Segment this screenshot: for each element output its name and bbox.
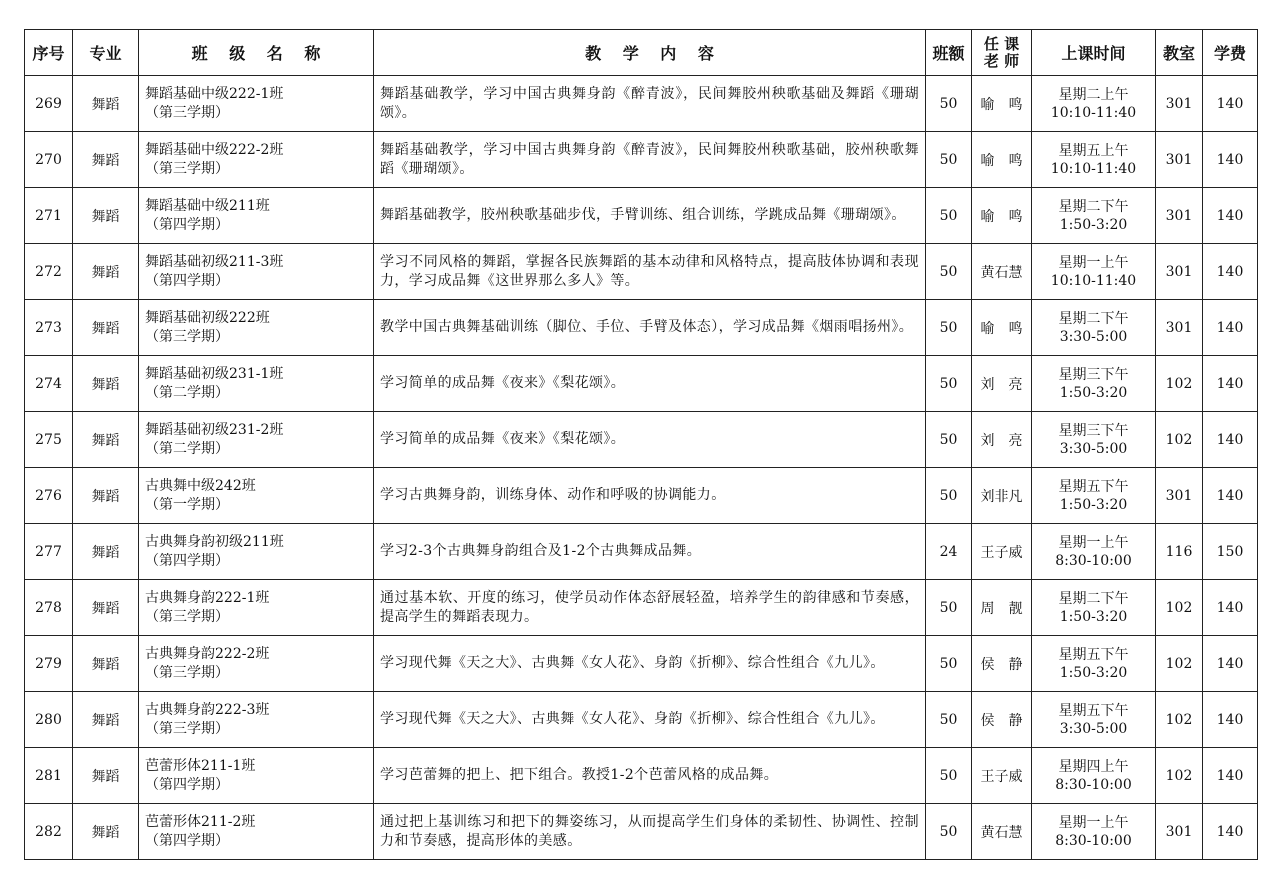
header-teacher-line2: 老 师 (983, 51, 1020, 70)
row-room: 301 (1156, 188, 1203, 244)
row-content: 舞蹈基础教学，胶州秧歌基础步伐，手臂训练、组合训练，学跳成品舞《珊瑚颂》。 (374, 188, 926, 244)
row-time-day: 星期二上午 (1058, 86, 1129, 103)
row-major: 舞蹈 (73, 188, 139, 244)
row-class-title: 舞蹈基础中级211班 (145, 197, 270, 214)
row-time-day: 星期二下午 (1058, 310, 1129, 327)
row-content: 学习2-3个古典舞身韵组合及1-2个古典舞成品舞。 (374, 524, 926, 580)
row-class-name (139, 76, 374, 132)
row-class-name (139, 356, 374, 412)
row-seq: 281 (25, 748, 73, 804)
header-quota: 班额 (926, 30, 972, 76)
row-seq: 269 (25, 76, 73, 132)
row-class-term: （第三学期） (145, 160, 229, 177)
row-quota: 50 (926, 76, 972, 132)
row-class-title: 舞蹈基础初级231-2班 (145, 421, 284, 438)
row-room: 301 (1156, 804, 1203, 860)
row-class-term: （第三学期） (145, 608, 229, 625)
header-teacher (972, 30, 1032, 76)
row-room: 116 (1156, 524, 1203, 580)
row-fee: 140 (1203, 748, 1258, 804)
row-time-hours: 8:30-10:00 (1055, 776, 1132, 793)
row-quota: 50 (926, 300, 972, 356)
row-room: 102 (1156, 580, 1203, 636)
row-time-day: 星期一上午 (1058, 534, 1129, 551)
row-time (1032, 188, 1156, 244)
row-teacher: 黄石慧 (972, 804, 1032, 860)
table-row (25, 412, 1258, 468)
row-room: 102 (1156, 356, 1203, 412)
header-content-text: 教 学 内 容 (585, 44, 722, 63)
row-major: 舞蹈 (73, 412, 139, 468)
row-class-name (139, 692, 374, 748)
row-quota: 50 (926, 356, 972, 412)
row-teacher: 刘 亮 (972, 356, 1032, 412)
row-fee: 140 (1203, 300, 1258, 356)
row-class-title: 古典舞身韵222-1班 (145, 589, 270, 606)
row-class-term: （第三学期） (145, 664, 229, 681)
row-class-term: （第二学期） (145, 440, 229, 457)
row-major: 舞蹈 (73, 244, 139, 300)
row-class-term: （第三学期） (145, 104, 229, 121)
header-class-name (139, 30, 374, 76)
row-fee: 140 (1203, 356, 1258, 412)
row-quota: 50 (926, 580, 972, 636)
row-time-hours: 10:10-11:40 (1050, 160, 1137, 177)
row-teacher: 喻 鸣 (972, 300, 1032, 356)
row-time (1032, 636, 1156, 692)
row-fee: 140 (1203, 580, 1258, 636)
row-quota: 50 (926, 748, 972, 804)
row-fee: 140 (1203, 636, 1258, 692)
row-seq: 274 (25, 356, 73, 412)
row-content: 学习不同风格的舞蹈，掌握各民族舞蹈的基本动律和风格特点，提高肢体协调和表现力，学习成品舞《这世界那么多人》等。 (374, 244, 926, 300)
row-major: 舞蹈 (73, 76, 139, 132)
row-room: 301 (1156, 300, 1203, 356)
row-teacher: 喻 鸣 (972, 132, 1032, 188)
row-class-title: 舞蹈基础初级222班 (145, 309, 270, 326)
row-quota: 50 (926, 692, 972, 748)
row-class-title: 舞蹈基础初级231-1班 (145, 365, 284, 382)
row-class-name (139, 748, 374, 804)
row-room: 102 (1156, 748, 1203, 804)
row-seq: 273 (25, 300, 73, 356)
row-class-name (139, 804, 374, 860)
row-fee: 140 (1203, 692, 1258, 748)
row-fee: 140 (1203, 804, 1258, 860)
row-time-day: 星期五上午 (1058, 142, 1129, 159)
row-room: 301 (1156, 132, 1203, 188)
table-row (25, 356, 1258, 412)
row-time (1032, 692, 1156, 748)
row-class-name (139, 412, 374, 468)
row-content: 舞蹈基础教学，学习中国古典舞身韵《醉青波》，民间舞胶州秧歌基础，胶州秧歌舞蹈《珊瑚颂》。 (374, 132, 926, 188)
row-seq: 276 (25, 468, 73, 524)
row-fee: 140 (1203, 412, 1258, 468)
row-major: 舞蹈 (73, 356, 139, 412)
row-room: 102 (1156, 692, 1203, 748)
row-content: 学习古典舞身韵，训练身体、动作和呼吸的协调能力。 (374, 468, 926, 524)
row-content: 通过基本软、开度的练习，使学员动作体态舒展轻盈，培养学生的韵律感和节奏感，提高学生的舞蹈表现力。 (374, 580, 926, 636)
table-row (25, 76, 1258, 132)
table-row (25, 524, 1258, 580)
row-class-term: （第四学期） (145, 272, 229, 289)
row-teacher: 喻 鸣 (972, 188, 1032, 244)
table-row (25, 636, 1258, 692)
row-content: 学习现代舞《天之大》、古典舞《女人花》、身韵《折柳》、综合性组合《九儿》。 (374, 692, 926, 748)
row-time (1032, 412, 1156, 468)
row-major: 舞蹈 (73, 132, 139, 188)
row-time-hours: 1:50-3:20 (1059, 496, 1128, 513)
course-schedule-table (24, 29, 1258, 860)
row-class-title: 舞蹈基础中级222-1班 (145, 85, 284, 102)
row-quota: 50 (926, 804, 972, 860)
row-major: 舞蹈 (73, 524, 139, 580)
row-class-name (139, 132, 374, 188)
row-class-title: 舞蹈基础初级211-3班 (145, 253, 284, 270)
row-time (1032, 300, 1156, 356)
row-class-name (139, 244, 374, 300)
row-fee: 140 (1203, 244, 1258, 300)
table-row (25, 692, 1258, 748)
row-time (1032, 244, 1156, 300)
row-fee: 140 (1203, 468, 1258, 524)
row-seq: 271 (25, 188, 73, 244)
row-class-title: 古典舞身韵222-2班 (145, 645, 270, 662)
row-seq: 279 (25, 636, 73, 692)
row-room: 301 (1156, 76, 1203, 132)
row-class-name (139, 188, 374, 244)
row-time-day: 星期四上午 (1058, 758, 1129, 775)
row-quota: 50 (926, 468, 972, 524)
row-time-day: 星期三下午 (1058, 422, 1129, 439)
header-content (374, 30, 926, 76)
row-class-term: （第一学期） (145, 496, 229, 513)
row-time-day: 星期五下午 (1058, 478, 1129, 495)
row-class-term: （第四学期） (145, 552, 229, 569)
header-teacher-line1: 任 课 (983, 34, 1020, 53)
row-class-title: 古典舞身韵初级211班 (145, 533, 284, 550)
row-time (1032, 468, 1156, 524)
row-class-name (139, 468, 374, 524)
row-room: 102 (1156, 412, 1203, 468)
row-quota: 50 (926, 188, 972, 244)
row-major: 舞蹈 (73, 300, 139, 356)
table-body (25, 76, 1258, 860)
table-row (25, 188, 1258, 244)
table-row (25, 300, 1258, 356)
row-quota: 50 (926, 244, 972, 300)
row-time-hours: 10:10-11:40 (1050, 104, 1137, 121)
row-content: 教学中国古典舞基础训练（脚位、手位、手臂及体态），学习成品舞《烟雨唱扬州》。 (374, 300, 926, 356)
row-content: 舞蹈基础教学，学习中国古典舞身韵《醉青波》，民间舞胶州秧歌基础及舞蹈《珊瑚颂》。 (374, 76, 926, 132)
row-quota: 24 (926, 524, 972, 580)
row-class-term: （第三学期） (145, 720, 229, 737)
header-room: 教室 (1156, 30, 1203, 76)
table-row (25, 804, 1258, 860)
row-time-day: 星期二下午 (1058, 590, 1129, 607)
row-time-hours: 3:30-5:00 (1059, 440, 1128, 457)
row-time-hours: 1:50-3:20 (1059, 216, 1128, 233)
row-teacher: 王子威 (972, 524, 1032, 580)
row-seq: 280 (25, 692, 73, 748)
row-room: 301 (1156, 244, 1203, 300)
header-major: 专业 (73, 30, 139, 76)
row-major: 舞蹈 (73, 636, 139, 692)
row-class-name (139, 524, 374, 580)
row-time-hours: 3:30-5:00 (1059, 720, 1128, 737)
row-class-term: （第四学期） (145, 776, 229, 793)
table-row (25, 244, 1258, 300)
row-fee: 150 (1203, 524, 1258, 580)
header-row (25, 30, 1258, 76)
row-class-name (139, 580, 374, 636)
row-class-term: （第四学期） (145, 216, 229, 233)
row-quota: 50 (926, 636, 972, 692)
row-major: 舞蹈 (73, 748, 139, 804)
row-teacher: 周 靓 (972, 580, 1032, 636)
row-time-day: 星期一上午 (1058, 814, 1129, 831)
row-content: 学习简单的成品舞《夜来》《梨花颂》。 (374, 356, 926, 412)
row-time-day: 星期二下午 (1058, 198, 1129, 215)
row-class-title: 芭蕾形体211-2班 (145, 813, 256, 830)
row-content: 通过把上基训练习和把下的舞姿练习，从而提高学生们身体的柔韧性、协调性、控制力和节奏感，提高形体的美感。 (374, 804, 926, 860)
row-room: 102 (1156, 636, 1203, 692)
row-fee: 140 (1203, 76, 1258, 132)
row-major: 舞蹈 (73, 692, 139, 748)
row-time (1032, 356, 1156, 412)
row-fee: 140 (1203, 132, 1258, 188)
row-class-title: 古典舞身韵222-3班 (145, 701, 270, 718)
header-time: 上课时间 (1032, 30, 1156, 76)
row-class-name (139, 636, 374, 692)
row-teacher: 喻 鸣 (972, 76, 1032, 132)
table-row (25, 132, 1258, 188)
row-major: 舞蹈 (73, 468, 139, 524)
table-row (25, 748, 1258, 804)
row-teacher: 刘非凡 (972, 468, 1032, 524)
row-time-hours: 3:30-5:00 (1059, 328, 1128, 345)
row-teacher: 王子威 (972, 748, 1032, 804)
row-content: 学习芭蕾舞的把上、把下组合。教授1-2个芭蕾风格的成品舞。 (374, 748, 926, 804)
row-teacher: 刘 亮 (972, 412, 1032, 468)
row-seq: 275 (25, 412, 73, 468)
row-quota: 50 (926, 412, 972, 468)
row-seq: 270 (25, 132, 73, 188)
header-seq: 序号 (25, 30, 73, 76)
row-time-day: 星期五下午 (1058, 646, 1129, 663)
row-time (1032, 804, 1156, 860)
row-time-day: 星期三下午 (1058, 366, 1129, 383)
row-time (1032, 580, 1156, 636)
row-time-hours: 1:50-3:20 (1059, 608, 1128, 625)
row-time-hours: 8:30-10:00 (1055, 832, 1132, 849)
row-seq: 272 (25, 244, 73, 300)
row-content: 学习现代舞《天之大》、古典舞《女人花》、身韵《折柳》、综合性组合《九儿》。 (374, 636, 926, 692)
row-class-term: （第四学期） (145, 832, 229, 849)
row-fee: 140 (1203, 188, 1258, 244)
row-class-title: 古典舞中级242班 (145, 477, 256, 494)
row-quota: 50 (926, 132, 972, 188)
row-major: 舞蹈 (73, 804, 139, 860)
row-class-title: 芭蕾形体211-1班 (145, 757, 256, 774)
row-seq: 278 (25, 580, 73, 636)
row-time (1032, 76, 1156, 132)
row-class-title: 舞蹈基础中级222-2班 (145, 141, 284, 158)
row-seq: 277 (25, 524, 73, 580)
header-fee: 学费 (1203, 30, 1258, 76)
row-teacher: 侯 静 (972, 692, 1032, 748)
row-time-hours: 8:30-10:00 (1055, 552, 1132, 569)
row-time-day: 星期五下午 (1058, 702, 1129, 719)
row-content: 学习简单的成品舞《夜来》《梨花颂》。 (374, 412, 926, 468)
row-time (1032, 748, 1156, 804)
row-seq: 282 (25, 804, 73, 860)
header-class-name-text: 班 级 名 称 (191, 44, 329, 63)
row-teacher: 侯 静 (972, 636, 1032, 692)
row-class-term: （第二学期） (145, 384, 229, 401)
row-time-hours: 1:50-3:20 (1059, 664, 1128, 681)
row-teacher: 黄石慧 (972, 244, 1032, 300)
row-room: 301 (1156, 468, 1203, 524)
row-time-hours: 10:10-11:40 (1050, 272, 1137, 289)
row-major: 舞蹈 (73, 580, 139, 636)
row-class-name (139, 300, 374, 356)
row-time (1032, 132, 1156, 188)
table-row (25, 580, 1258, 636)
row-time-day: 星期一上午 (1058, 254, 1129, 271)
row-class-term: （第三学期） (145, 328, 229, 345)
row-time (1032, 524, 1156, 580)
row-time-hours: 1:50-3:20 (1059, 384, 1128, 401)
table-row (25, 468, 1258, 524)
